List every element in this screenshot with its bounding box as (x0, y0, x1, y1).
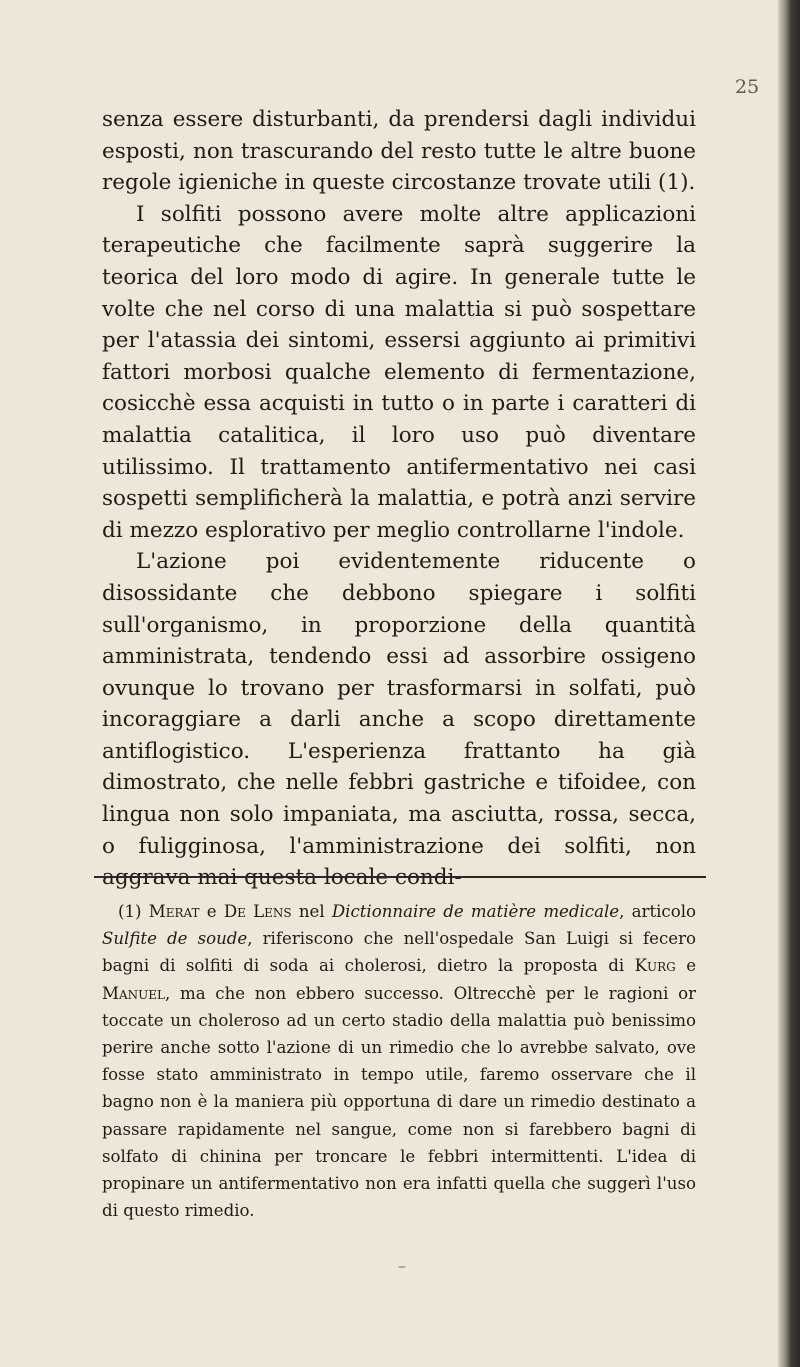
footnote-conjunction: e (686, 956, 697, 976)
footnote-author-de-lens: De Lens (223, 902, 292, 921)
footnote-text: , articolo (619, 902, 696, 921)
footnote-author-kurg: Kurg (634, 956, 676, 976)
footnote-text: nel (298, 902, 325, 921)
paragraph-reducing-action: L'azione poi evidentemente riducente o disossidante che debbono spiegare i solfiti sull'organismo, in proporzione della quantità amministrata, tendendo essi ad assorbire ossigeno ovunque lo trovano per trasformarsi in solfati, può incoraggiare a darli anche a scopo direttamente antiflogistico. L'esperienza frattanto ha già dimostrato, che nelle febbri gastriche e tifoidee, con lingua non solo impaniata, ma asciutta, rossa, secca, o fuligginosa, l'amministrazione dei solfiti, non aggrava mai questa locale condi- (102, 549, 696, 891)
paragraph-continuation: senza essere disturbanti, da prendersi dagli individui esposti, non trascurando del resto tutte le altre buone regole igieniche in queste circostanze trovate utili (1). (102, 107, 696, 196)
footnote-work-title: Dictionnaire de matière medicale (331, 902, 620, 921)
footnote-marker: (1) (118, 902, 142, 921)
footnote-text: , ma che non ebbero successo. Oltrecchè per le ragioni or toccate un choleroso ad un certo stadio della malattia può benissimo perire anche sotto l'azione di un rimedio che lo avrebbe salvato, ove fosse stato amministrato in tempo utile, faremo osservare che il bagno non è la maniera più opportuna di dare un rimedio destinato a passare rapidamente nel sangue, come non si farebbero bagni di solfato di chinina per troncare le febbri intermittenti. L'idea di propinare un antifermentativo non era infatti quella che suggerì l'uso di questo rimedio. (102, 983, 696, 1221)
footnote-text: , riferiscono che nell'ospedale San Luigi si fecero bagni di solfiti di soda ai cholerosi, dietro la proposta di (102, 929, 697, 976)
paragraph-therapeutic-applications: I solfiti possono avere molte altre applicazioni terapeutiche che facilmente saprà suggerire la teorica del loro modo di agire. In generale tutte le volte che nel corso di una malattia si può sospettare per l'atassia dei sintomi, essersi aggiunto ai primitivi fattori morbosi qualche elemento di fermentazione, cosicchè essa acquisti in tutto o in parte i caratteri di malattia catalitica, il loro uso può diventare utilissimo. Il trattamento antifermentativo nei casi sospetti semplificherà la malattia, e potrà anzi servire di mezzo esplorativo per meglio controllarne l'indole. (102, 201, 696, 543)
footnote (102, 898, 696, 1224)
footnote-article-title: Sulfite de soude (102, 929, 248, 949)
footnote-separator (94, 876, 706, 878)
book-binding-edge (778, 0, 800, 1367)
page-number: 25 (735, 76, 760, 98)
footnote-author-merat: Merat (148, 902, 200, 921)
footnote-conjunction: e (206, 902, 217, 921)
footnote-author-manuel: Manuel (102, 983, 165, 1003)
main-text (102, 104, 696, 894)
page-end-mark: – (398, 1256, 406, 1275)
